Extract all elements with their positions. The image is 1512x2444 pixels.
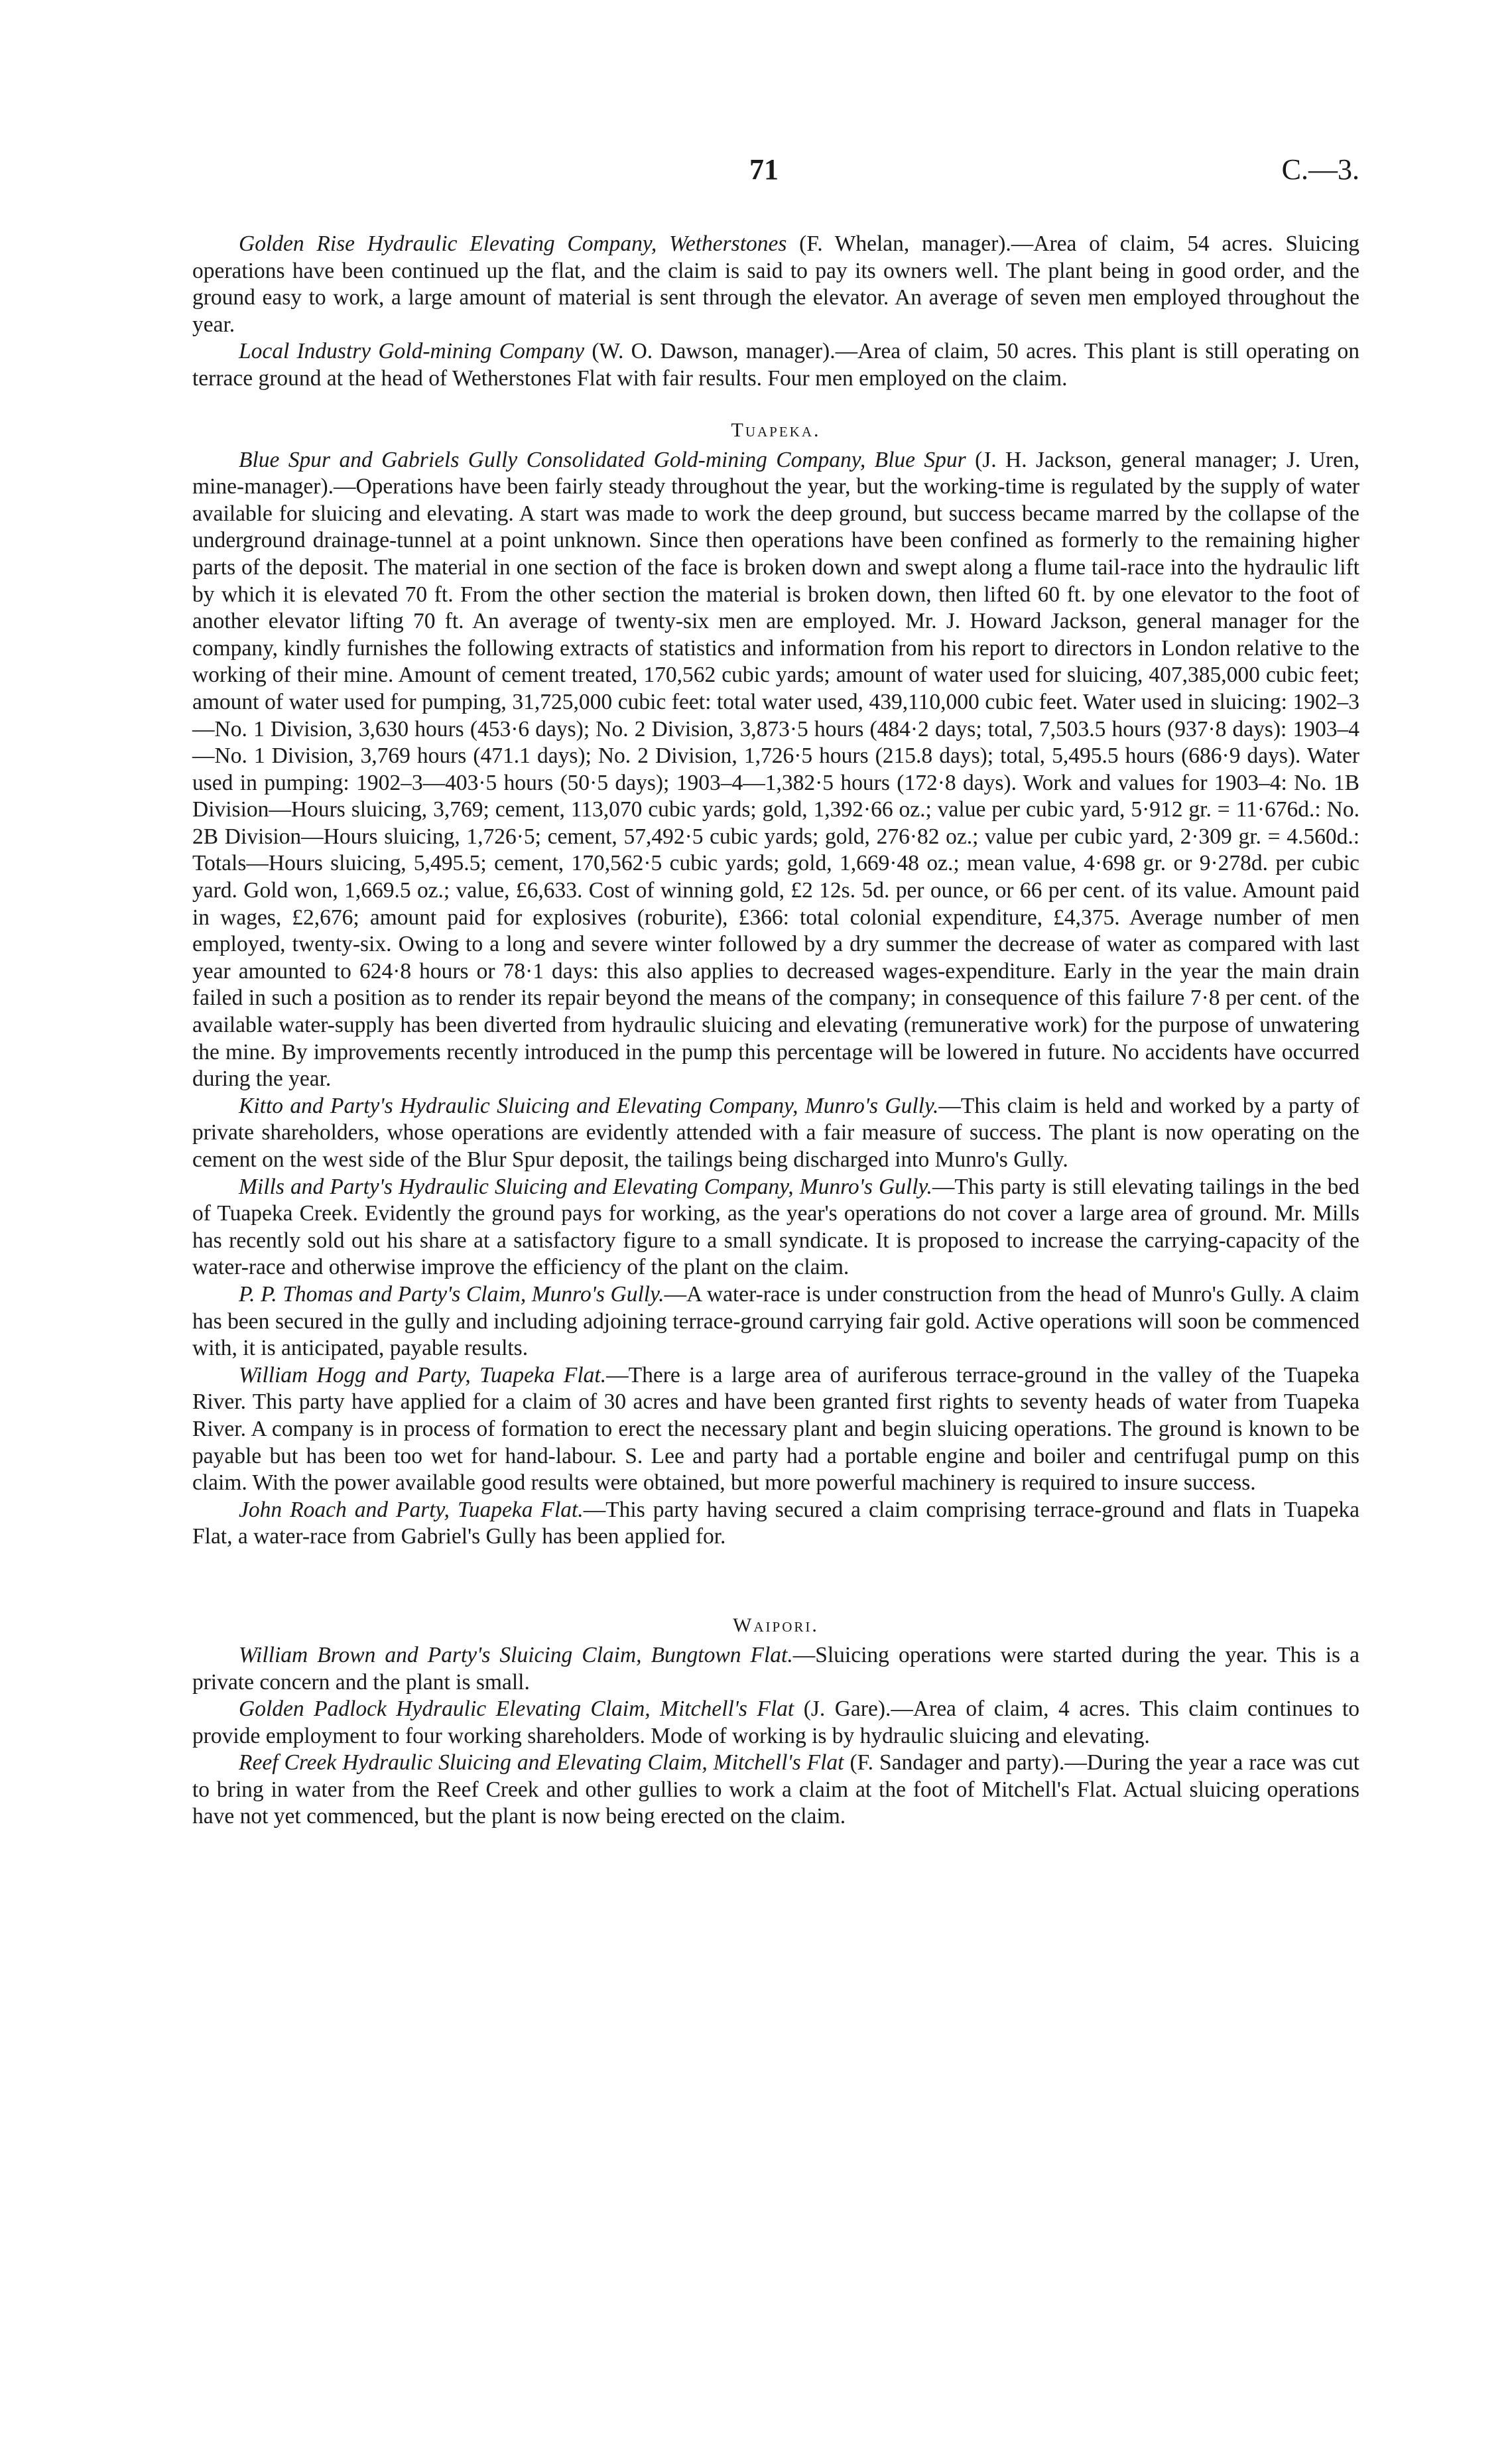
section-tuapeka xyxy=(192,419,1359,1551)
paragraph-body: —This claim is held and worked by a party of private shareholders, whose operations are evidently attended with a fair measure of success. The plant is now operating on the cement on the west side of the Blur Spur deposit, the tailings being discharged into Munro's Gully. xyxy=(192,1093,1359,1172)
paragraph-mills xyxy=(192,1174,1359,1281)
paragraph-title: Golden Padlock Hydraulic Elevating Claim, Mitchell's Flat xyxy=(239,1697,794,1722)
paragraph-kitto xyxy=(192,1093,1359,1174)
paragraph-golden-padlock xyxy=(192,1696,1359,1750)
paper-reference: C.—3. xyxy=(1281,153,1359,186)
paragraph-body: —This party is still elevating tailings in the bed of Tuapeka Creek. Evidently the ground pays for working, as the year's operations do not cover a large area of ground. Mr. Mills has recently sold out his share at a satisfactory figure to a small syndicate. It is proposed to increase the carrying-capacity of the water-race and otherwise improve the efficiency of the plant on the claim. xyxy=(192,1174,1359,1280)
paragraph-body: (F. Sandager and party).—During the year a race was cut to bring in water from the Reef Creek and other gullies to work a claim at the foot of Mitchell's Flat. Actual sluicing operations have not yet commenced, but the plant is now being erected on the claim. xyxy=(192,1750,1359,1829)
paragraph-roach xyxy=(192,1497,1359,1551)
paragraph-title: William Brown and Party's Sluicing Claim, Bungtown Flat. xyxy=(239,1642,793,1667)
section-continuation xyxy=(192,231,1359,393)
section-waipori xyxy=(192,1614,1359,1831)
paragraph-title: Mills and Party's Hydraulic Sluicing and Elevating Company, Munro's Gully. xyxy=(239,1174,932,1199)
document-page xyxy=(192,153,1359,1831)
paragraph-title: Kitto and Party's Hydraulic Sluicing and Elevating Company, Munro's Gully. xyxy=(239,1093,939,1118)
paragraph-body: (J. Gare).—Area of claim, 4 acres. This claim continues to provide employment to four working shareholders. Mode of working is by hydraulic sluicing and elevating. xyxy=(192,1697,1359,1748)
paragraph-body: (J. H. Jackson, general manager; J. Uren, mine-manager).—Operations have been fairly steady throughout the year, but the working-time is regulated by the supply of water available for sluicing and elevating. A start was made to work the deep ground, but success became marred by the collapse of the underground drainage-tunnel at a point unknown. Since then operations have been confined as formerly to the remaining higher parts of the deposit. The material in one section of the face is broken down and swept along a flume tail-race into the hydraulic lift by which it is elevated 70 ft. From the other section the material is broken down, then lifted 60 ft. by one elevator to the foot of another elevator lifting 70 ft. An average of twenty-six men are employed. Mr. J. Howard Jackson, general manager for the company, kindly furnishes the following extracts of statistics and information from his report to directors in London relative to the working of their mine. Amount of cement treated, 170,562 cubic yards; amount of water used for sluicing, 407,385,000 cubic feet; amount of water used for pumping, 31,725,000 cubic feet: total water used, 439,110,000 cubic feet. Water used in sluicing: 1902–3—No. 1 Division, 3,630 hours (453·6 days); No. 2 Division, 3,873·5 hours (484·2 days; total, 7,503.5 hours (937·8 days): 1903–4—No. 1 Division, 3,769 hours (471.1 days); No. 2 Division, 1,726·5 hours (215.8 days); total, 5,495.5 hours (686·9 days). Water used in pumping: 1902–3—403·5 hours (50·5 days); 1903–4—1,382·5 hours (172·8 days). Work and values for 1903–4: No. 1B Division—Hours sluicing, 3,769; cement, 113,070 cubic yards; gold, 1,392·66 oz.; value per cubic yard, 5·912 gr. = 11·676d.: No. 2B Division—Hours sluicing, 1,726·5; cement, 57,492·5 cubic yards; gold, 276·82 oz.; value per cubic yard, 2·309 gr. = 4.560d.: Totals—Hours sluicing, 5,495.5; cement, 170,562·5 cubic yards; gold, 1,669·48 oz.; mean value, 4·698 gr. or 9·278d. per cubic yard. Gold won, 1,669.5 oz.; value, £6,633. Cost of winning gold, £2 12s. 5d. per ounce, or 66 per cent. of its value. Amount paid in wages, £2,676; amount paid for explosives (roburite), £366: total colonial expenditure, £4,375. Average number of men employed, twenty-six. Owing to a long and severe winter followed by a dry summer the decrease of water as compared with last year amounted to 624·8 hours or 78·1 days: this also applies to decreased wages-expenditure. Early in the year the main drain failed in such a position as to render its repair beyond the means of the company; in consequence of this failure 7·8 per cent. of the available water-supply has been diverted from hydraulic sluicing and elevating (remunerative work) for the purpose of unwatering the mine. By improvements recently introduced in the pump this percentage will be lowered in future. No accidents have occurred during the year. xyxy=(192,447,1359,1092)
paragraph-william-brown xyxy=(192,1642,1359,1696)
section-heading-waipori: Waipori. xyxy=(733,1614,819,1636)
paragraph-body: (F. Whelan, manager).—Area of claim, 54 acres. Sluicing operations have been continued up the flat, and the claim is said to pay its owners well. The plant being in good order, and the ground easy to work, a large amount of material is sent through the elevator. An average of seven men employed throughout the year. xyxy=(192,231,1359,337)
paragraph-body: —This party having secured a claim comprising terrace-ground and flats in Tuapeka Flat, a water-race from Gabriel's Gully has been applied for. xyxy=(192,1497,1359,1549)
paragraph-body: —A water-race is under construction from the head of Munro's Gully. A claim has been secured in the gully and including adjoining terrace-ground carrying fair gold. Active operations will soon be commenced with, it is anticipated, payable results. xyxy=(192,1281,1359,1361)
paragraph-title: Local Industry Gold-mining Company xyxy=(239,339,585,364)
paragraph-title: Reef Creek Hydraulic Sluicing and Elevating Claim, Mitchell's Flat xyxy=(239,1750,844,1775)
paragraph-title: Blue Spur and Gabriels Gully Consolidated Gold-mining Company, Blue Spur xyxy=(239,447,966,472)
paragraph-reef-creek xyxy=(192,1750,1359,1831)
paragraph-body: —Sluicing operations were started during the year. This is a private concern and the plant is small. xyxy=(192,1642,1360,1695)
paragraph-title: Golden Rise Hydraulic Elevating Company, Wetherstones xyxy=(239,231,787,256)
paragraph-title: P. P. Thomas and Party's Claim, Munro's Gully. xyxy=(239,1281,664,1307)
paragraph-title: William Hogg and Party, Tuapeka Flat. xyxy=(239,1362,607,1387)
paragraph-body: —There is a large area of auriferous terrace-ground in the valley of the Tuapeka River. This party have applied for a claim of 30 acres and have been granted first rights to seventy heads of water from Tuapeka River. A company is in process of formation to erect the necessary plant and begin sluicing operations. The ground is known to be payable but has been too wet for hand-labour. S. Lee and party had a portable engine and boiler and centrifugal pump on this claim. With the power available good results were obtained, but more powerful machinery is required to insure success. xyxy=(192,1362,1359,1496)
paragraph-thomas xyxy=(192,1281,1359,1362)
section-heading-tuapeka: Tuapeka. xyxy=(731,418,821,441)
paragraph-local-industry xyxy=(192,338,1359,392)
paragraph-golden-rise xyxy=(192,231,1359,338)
paragraph-title: John Roach and Party, Tuapeka Flat. xyxy=(239,1497,584,1522)
page-header xyxy=(192,153,1359,199)
paragraph-blue-spur xyxy=(192,447,1359,1093)
paragraph-body: (W. O. Dawson, manager).—Area of claim, 50 acres. This plant is still operating on terrace ground at the head of Wetherstones Flat with fair results. Four men employed on the claim. xyxy=(192,339,1359,391)
paragraph-hogg xyxy=(192,1362,1359,1497)
page-number: 71 xyxy=(749,153,779,186)
